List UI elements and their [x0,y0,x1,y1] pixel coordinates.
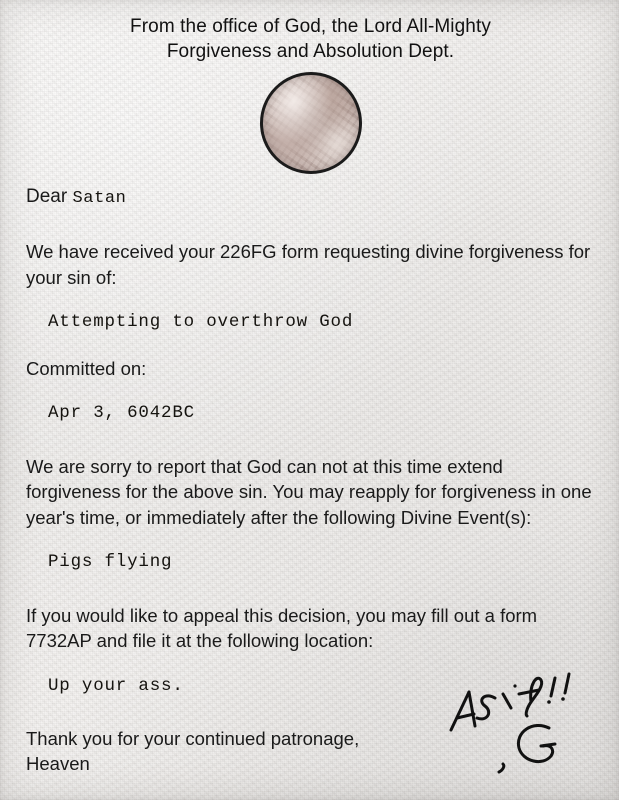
sin-value: Attempting to overthrow God [48,312,354,332]
committed-date-value: Apr 3, 6042BC [48,403,195,423]
spacer [26,336,595,356]
spacer [26,530,595,550]
appeal-location-value: Up your ass. [48,675,184,696]
spacer [26,427,595,454]
letterhead-line-2: Forgiveness and Absolution Dept. [166,41,455,62]
recipient-name: Satan [72,189,127,208]
letter-body [26,184,595,776]
spacer [26,290,595,310]
divine-event-value: Pigs flying [48,552,173,572]
paragraph-request: We have received your 226FG form requesting divine forgiveness for your sin of: [26,241,591,288]
spacer [26,212,595,239]
letterhead-line-1: From the office of God, the Lord All-Mighty [130,16,491,37]
paragraph-denial: We are sorry to report that God can not at this time extend forgiveness for the above sin. You may reapply for forgiveness in one year's time, or immediately after the following Divine Event(s): [26,455,592,528]
closing-line-2: Heaven [26,753,90,774]
spacer [26,654,595,674]
salutation [26,184,595,212]
wax-seal-icon [260,72,362,174]
committed-on-label: Committed on: [26,357,147,379]
letterhead [26,14,595,64]
spacer [26,576,595,603]
spacer [26,699,595,726]
paragraph-appeal: If you would like to appeal this decision, you may fill out a form 7732AP and file it at the following location: [26,604,538,651]
closing-line-1: Thank you for your continued patronage, [26,728,360,749]
seal-container [26,72,595,174]
salutation-label: Dear [26,186,68,207]
spacer [26,381,595,401]
